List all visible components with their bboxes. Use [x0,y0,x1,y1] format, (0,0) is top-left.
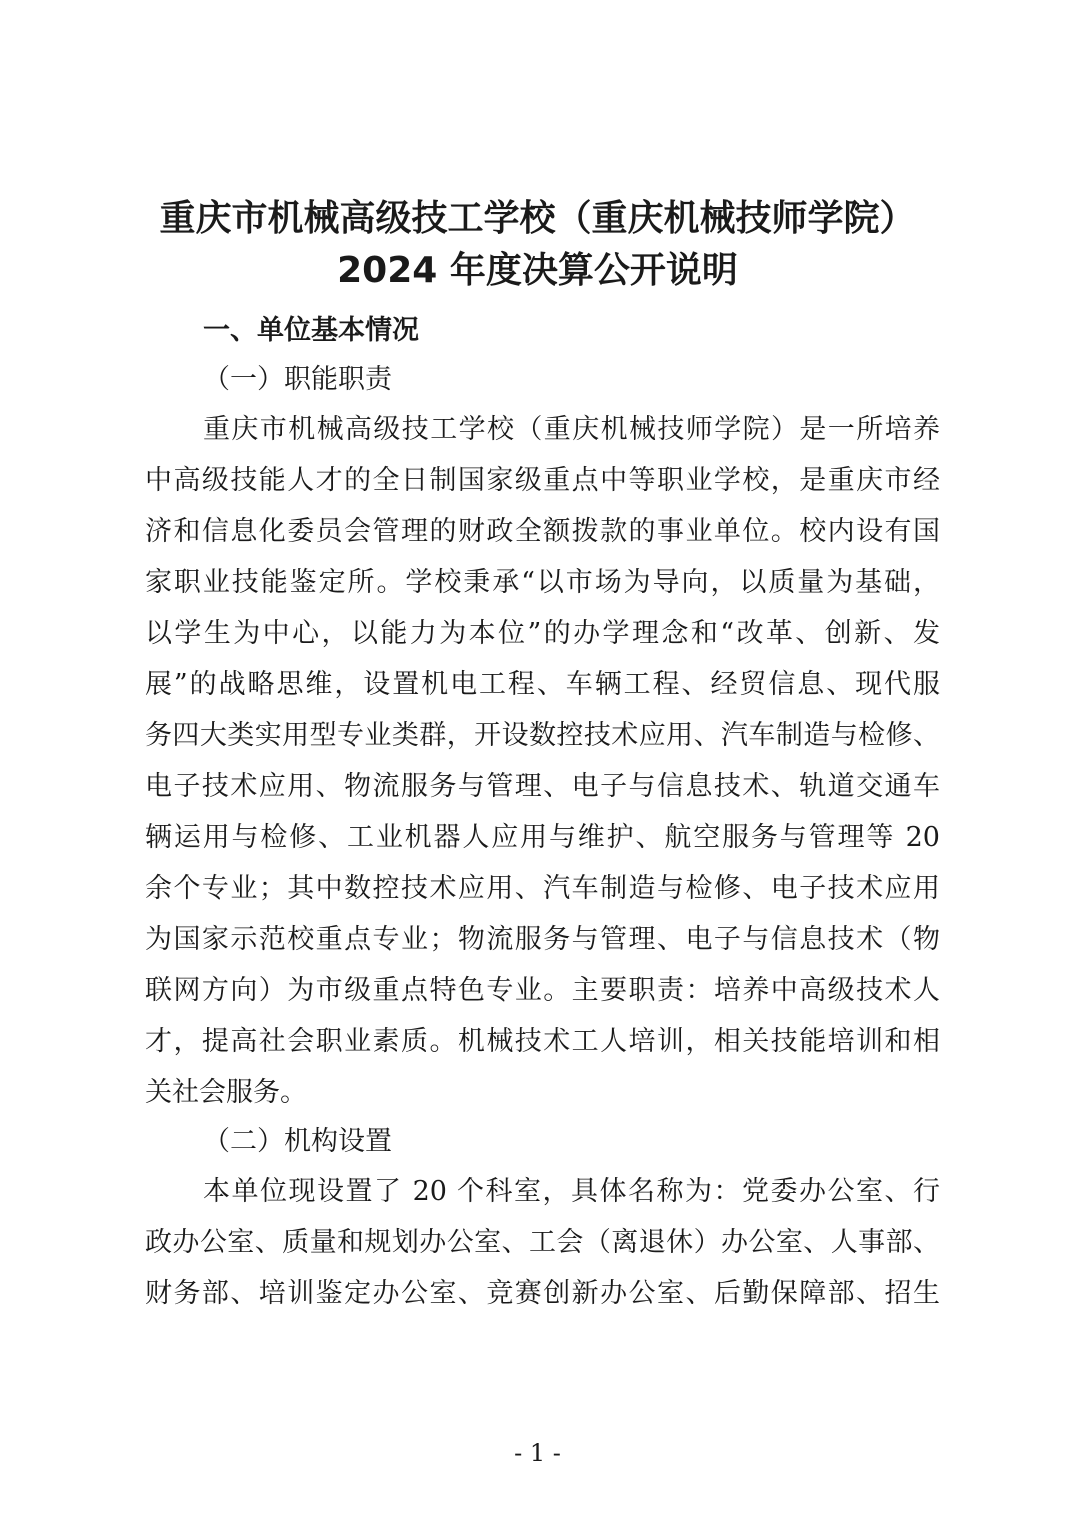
document-title-line-1: 重庆市机械高级技工学校（重庆机械技师学院） [159,198,916,239]
paragraph-line: 电子技术应用、物流服务与管理、电子与信息技术、轨道交通车 [145,771,940,802]
paragraph-line: 重庆市机械高级技工学校（重庆机械技师学院）是一所培养 [203,414,940,445]
paragraph-line: 才，提高社会职业素质。机械技术工人培训，相关技能培训和相 [145,1026,940,1057]
paragraph-line: 政办公室、质量和规划办公室、工会（离退休）办公室、人事部、 [145,1227,940,1258]
paragraph-line: 家职业技能鉴定所。学校秉承“以市场为导向，以质量为基础， [145,567,940,598]
paragraph-line: 财务部、培训鉴定办公室、竞赛创新办公室、后勤保障部、招生 [145,1278,940,1309]
paragraph-line: 为国家示范校重点专业；物流服务与管理、电子与信息技术（物 [145,924,940,955]
subsection-heading-organization: （二）机构设置 [203,1126,392,1157]
section-heading-basic-info: 一、单位基本情况 [203,315,419,346]
paragraph-line: 关社会服务。 [145,1077,307,1108]
subsection-heading-functions: （一）职能职责 [203,364,392,395]
page-number: - 1 - [514,1439,561,1467]
paragraph-line: 余个专业；其中数控技术应用、汽车制造与检修、电子技术应用 [145,873,940,904]
paragraph-line: 辆运用与检修、工业机器人应用与维护、航空服务与管理等 20 [145,822,940,853]
paragraph-line: 联网方向）为市级重点特色专业。主要职责：培养中高级技术人 [145,975,940,1006]
paragraph-line: 以学生为中心，以能力为本位”的办学理念和“改革、创新、发 [145,618,940,649]
paragraph-line: 务四大类实用型专业类群，开设数控技术应用、汽车制造与检修、 [145,720,940,751]
paragraph-line: 展”的战略思维，设置机电工程、车辆工程、经贸信息、现代服 [145,669,940,700]
paragraph-line: 中高级技能人才的全日制国家级重点中等职业学校，是重庆市经 [145,465,940,496]
paragraph-line: 济和信息化委员会管理的财政全额拨款的事业单位。校内设有国 [145,516,940,547]
document-title-line-2: 2024 年度决算公开说明 [337,250,738,291]
paragraph-line: 本单位现设置了 20 个科室，具体名称为：党委办公室、行 [203,1176,940,1207]
